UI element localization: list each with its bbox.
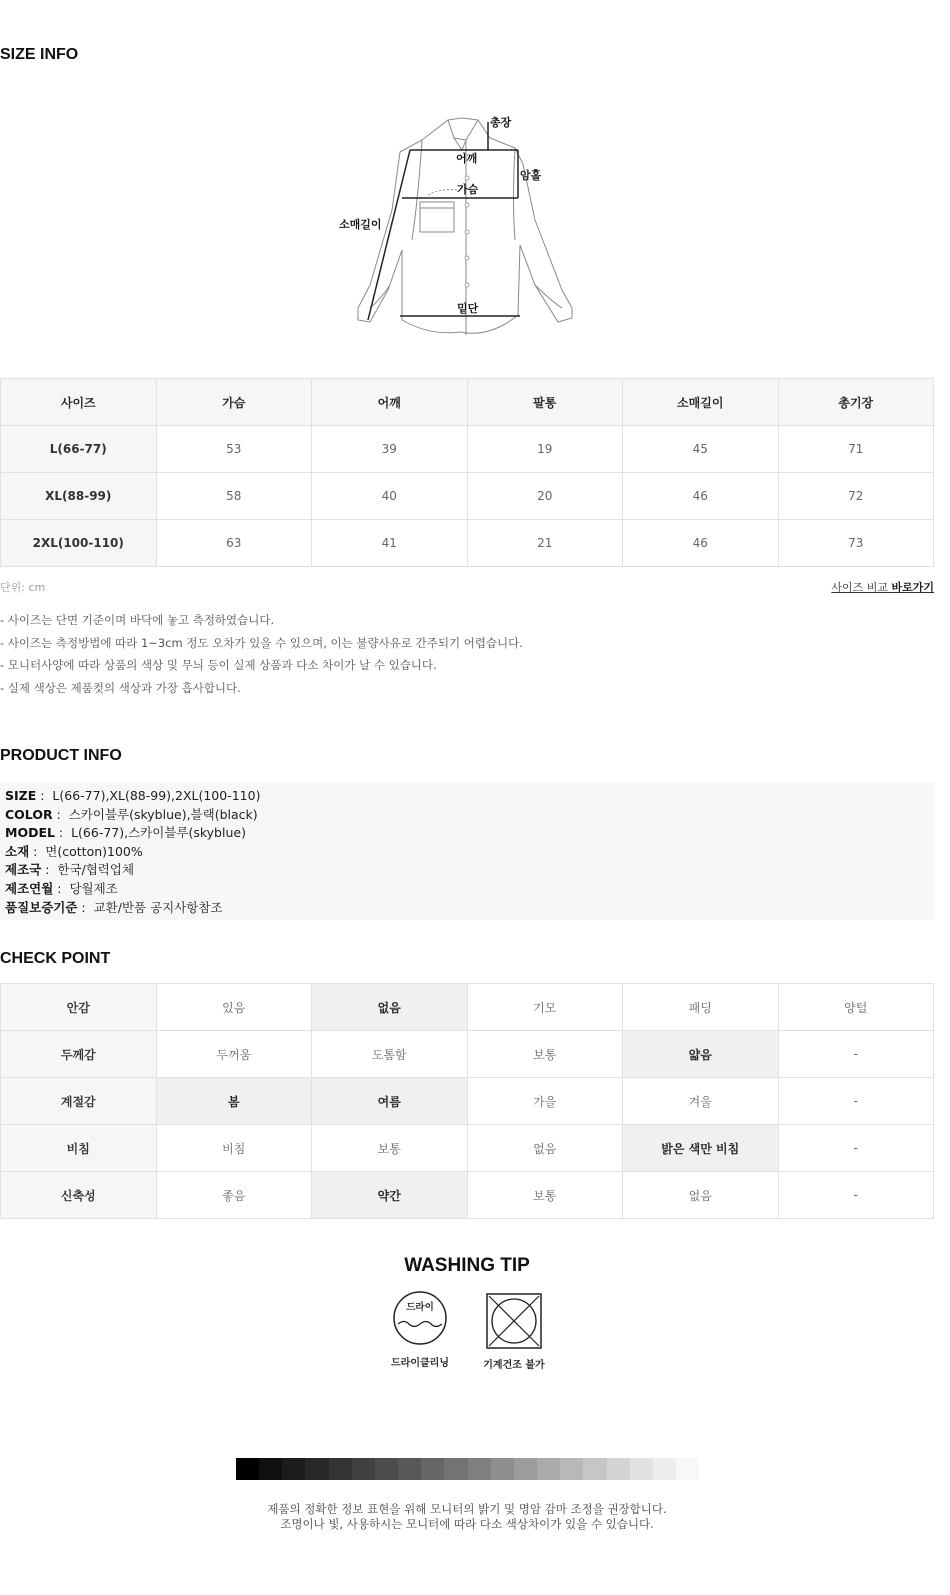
diagram-label-hem: 밑단 — [457, 302, 479, 315]
gray-swatch — [444, 1458, 467, 1480]
size-note: - 사이즈는 단면 기준이며 바닥에 놓고 측정하였습니다. — [0, 613, 275, 627]
size-value-cell: 53 — [156, 426, 312, 473]
product-info-label: 품질보증기준 — [5, 899, 78, 915]
check-option: 없음 — [467, 1125, 623, 1172]
product-info-row: MODEL : L(66-77),스카이블루(skyblue) — [5, 825, 246, 841]
size-header-cell: 총기장 — [778, 379, 934, 426]
product-info-title: PRODUCT INFO — [0, 747, 122, 764]
check-option: 패딩 — [623, 984, 779, 1031]
size-table-row — [1, 426, 934, 473]
size-label-cell: 2XL(100-110) — [1, 520, 157, 567]
no-tumble-dry-item — [478, 1292, 550, 1371]
size-value-cell: 46 — [623, 520, 779, 567]
size-value-cell: 21 — [467, 520, 623, 567]
size-header-cell: 가슴 — [156, 379, 312, 426]
check-option: 있음 — [156, 984, 312, 1031]
gray-swatch — [560, 1458, 583, 1480]
gray-swatch — [607, 1458, 630, 1480]
check-option: 두꺼움 — [156, 1031, 312, 1078]
product-info-value: 면(cotton)100% — [45, 843, 143, 859]
gray-swatch — [537, 1458, 560, 1480]
product-info-row: 품질보증기준 : 교환/반품 공지사항참조 — [5, 899, 223, 915]
size-value-cell: 19 — [467, 426, 623, 473]
product-info-value: 당월제조 — [69, 880, 118, 896]
size-value-cell: 71 — [778, 426, 934, 473]
check-option: 없음 — [623, 1172, 779, 1219]
product-info-row: 소재 : 면(cotton)100% — [5, 843, 143, 859]
size-note: - 실제 색상은 제품컷의 색상과 가장 흡사합니다. — [0, 680, 241, 695]
size-label-cell: L(66-77) — [1, 426, 157, 473]
no-tumble-dry-caption: 기계건조 불가 — [483, 1360, 545, 1371]
product-info-value: 한국/협력업체 — [57, 862, 135, 878]
check-option: 좋음 — [156, 1172, 312, 1219]
check-row-label: 두께감 — [1, 1031, 157, 1078]
gray-swatch — [583, 1458, 606, 1480]
size-info-title: SIZE INFO — [0, 46, 79, 63]
product-info-value: L(66-77),스카이블루(skyblue) — [71, 825, 246, 841]
product-info-label: 제조국 — [5, 862, 42, 878]
product-info-row: 제조국 : 한국/협력업체 — [5, 862, 135, 878]
size-table-row — [1, 520, 934, 567]
size-value-cell: 39 — [312, 426, 468, 473]
check-option: - — [778, 1031, 934, 1078]
gray-swatch — [259, 1458, 282, 1480]
size-table-header — [1, 379, 934, 426]
diagram-label-armhole: 암홀 — [520, 169, 542, 182]
size-compare-link[interactable] — [831, 579, 934, 595]
size-value-cell: 58 — [156, 473, 312, 520]
product-info-value: 스카이블루(skyblue),블랙(black) — [68, 806, 258, 822]
dry-clean-caption: 드라이클리닝 — [391, 1358, 449, 1369]
gray-swatch — [305, 1458, 328, 1480]
unit-label: 단위: cm — [0, 581, 46, 594]
check-option: 보통 — [312, 1125, 468, 1172]
check-option: 보통 — [467, 1172, 623, 1219]
check-option: 약간 — [312, 1172, 468, 1219]
check-option: 얇음 — [623, 1031, 779, 1078]
product-info-box — [0, 782, 934, 920]
check-option: 겨울 — [623, 1078, 779, 1125]
dry-clean-icon-text: 드라이 — [406, 1302, 434, 1313]
gray-scale-bar — [236, 1458, 699, 1480]
shirt-measurement-diagram — [330, 110, 590, 345]
gray-swatch — [491, 1458, 514, 1480]
check-option: 봄 — [156, 1078, 312, 1125]
washing-tip-title: WASHING TIP — [404, 1255, 530, 1276]
check-row-label: 신축성 — [1, 1172, 157, 1219]
check-row — [1, 1031, 934, 1078]
check-point-title: CHECK POINT — [0, 950, 111, 967]
check-option: 없음 — [312, 984, 468, 1031]
footnote-line: 제품의 정확한 정보 표현을 위해 모니터의 밝기 및 명암 감마 조정을 권장합니다. — [267, 1502, 667, 1516]
check-option: - — [778, 1078, 934, 1125]
size-table — [0, 378, 934, 567]
check-point-table — [0, 983, 934, 1219]
dry-clean-icon — [392, 1290, 448, 1348]
gray-swatch — [421, 1458, 444, 1480]
size-value-cell: 46 — [623, 473, 779, 520]
gray-swatch — [398, 1458, 421, 1480]
size-table-row — [1, 473, 934, 520]
product-info-value: L(66-77),XL(88-99),2XL(100-110) — [52, 788, 261, 803]
product-info-row: COLOR : 스카이블루(skyblue),블랙(black) — [5, 806, 258, 822]
product-info-label: 소재 — [5, 843, 30, 859]
gray-swatch — [653, 1458, 676, 1480]
size-header-cell: 소매길이 — [623, 379, 779, 426]
diagram-label-total-length: 총장 — [490, 116, 512, 129]
size-compare-prefix: 사이즈 비교 — [831, 581, 892, 594]
check-option: 가을 — [467, 1078, 623, 1125]
gray-swatch — [468, 1458, 491, 1480]
diagram-label-chest: 가슴 — [457, 183, 479, 196]
footnote-line: 조명이나 빛, 사용하시는 모니터에 따라 다소 색상차이가 있을 수 있습니다. — [280, 1517, 654, 1531]
gray-swatch — [282, 1458, 305, 1480]
size-value-cell: 72 — [778, 473, 934, 520]
size-value-cell: 40 — [312, 473, 468, 520]
no-tumble-dry-icon — [485, 1292, 543, 1350]
gray-swatch — [329, 1458, 352, 1480]
monitor-footnote — [0, 1502, 934, 1532]
check-row-label: 계절감 — [1, 1078, 157, 1125]
check-option: 양털 — [778, 984, 934, 1031]
gray-swatch — [514, 1458, 537, 1480]
product-info-label: MODEL — [5, 825, 55, 841]
size-note: - 사이즈는 측정방법에 따라 1~3cm 정도 오차가 있을 수 있으며, 이는 불량사유로 간주되기 어렵습니다. — [0, 635, 523, 650]
product-info-label: 제조연월 — [5, 880, 54, 896]
dry-clean-item — [384, 1290, 456, 1369]
size-value-cell: 63 — [156, 520, 312, 567]
check-row-label: 안감 — [1, 984, 157, 1031]
check-option: 보통 — [467, 1031, 623, 1078]
diagram-label-sleeve: 소매길이 — [339, 218, 382, 231]
size-notes — [0, 611, 523, 701]
product-info-label: SIZE — [5, 788, 37, 803]
gray-swatch — [375, 1458, 398, 1480]
check-row — [1, 1172, 934, 1219]
check-row — [1, 984, 934, 1031]
size-note: - 모니터사양에 따라 상품의 색상 및 무늬 등이 실제 상품과 다소 차이가 날 수 있습니다. — [0, 658, 437, 672]
size-value-cell: 73 — [778, 520, 934, 567]
diagram-label-shoulder: 어깨 — [456, 152, 478, 165]
check-row-label: 비침 — [1, 1125, 157, 1172]
product-info-row: SIZE : L(66-77),XL(88-99),2XL(100-110) — [5, 788, 261, 803]
check-option: 비침 — [156, 1125, 312, 1172]
gray-swatch — [236, 1458, 259, 1480]
check-option: 도톰함 — [312, 1031, 468, 1078]
size-label-cell: XL(88-99) — [1, 473, 157, 520]
product-info-row: 제조연월 : 당월제조 — [5, 880, 118, 896]
product-info-label: COLOR — [5, 806, 53, 822]
size-value-cell: 45 — [623, 426, 779, 473]
gray-swatch — [630, 1458, 653, 1480]
size-header-cell: 팔통 — [467, 379, 623, 426]
product-info-value: 교환/반품 공지사항참조 — [93, 899, 223, 915]
check-row — [1, 1125, 934, 1172]
size-value-cell: 41 — [312, 520, 468, 567]
check-option: 밝은 색만 비침 — [623, 1125, 779, 1172]
check-option: 여름 — [312, 1078, 468, 1125]
size-compare-link-text: 바로가기 — [891, 581, 934, 594]
size-header-cell: 사이즈 — [1, 379, 157, 426]
check-option: - — [778, 1125, 934, 1172]
check-option: - — [778, 1172, 934, 1219]
size-header-cell: 어깨 — [312, 379, 468, 426]
size-value-cell: 20 — [467, 473, 623, 520]
check-row — [1, 1078, 934, 1125]
gray-swatch — [352, 1458, 375, 1480]
check-option: 기모 — [467, 984, 623, 1031]
gray-swatch — [676, 1458, 699, 1480]
